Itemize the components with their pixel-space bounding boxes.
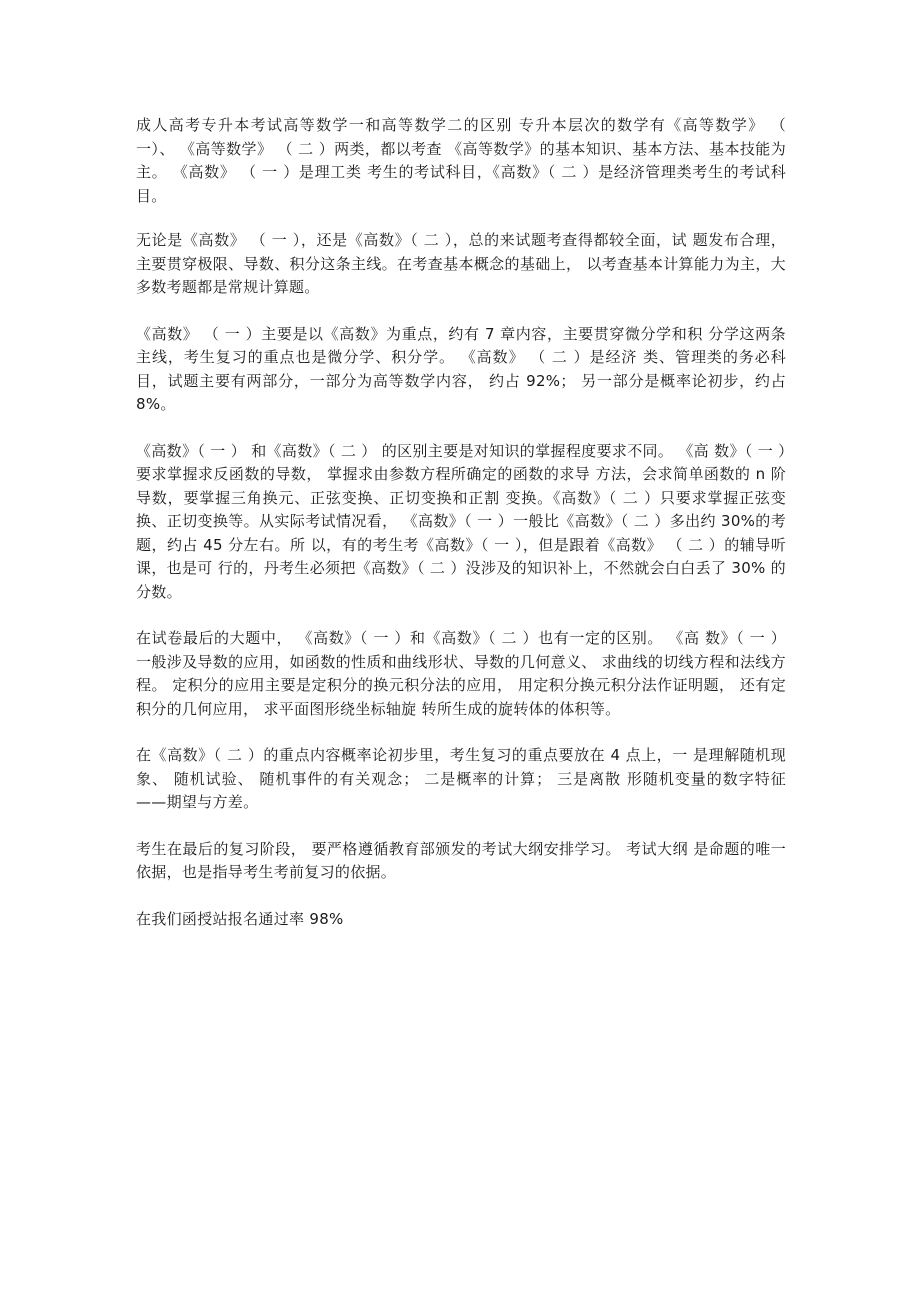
paragraph-differences: 《高数》（ 一 ） 和《高数》（ 二 ） 的区别主要是对知识的掌握程度要求不同。 《高 数》（ 一 ）要求掌握求反函数的导数， 掌握求由参数方程所确定的函数的求导 方法，会求简单函数的 n 阶导数，要掌握三角换元、正弦变换、正切变换和正割 变换。《高数》（ 二 ）只要求掌握正弦变换、正切变换等。从实际考试情况看， 《高数》（ 一 ）一般比《高数》（ 二 ）多出约 30%的考题，约占 45 分左右。所 以，有的考生考《高数》（ 一 ），但是跟着《高数》 （ 二 ）的辅导听课，也是可 行的，丹考生必须把《高数》（ 二 ）没涉及的知识补上，不然就会白白丢了 30% 的分数。 <box>136 441 786 601</box>
paragraph-pass-rate: 在我们函授站报名通过率 98% <box>136 909 344 928</box>
paragraph-probability: 在《高数》（ 二 ）的重点内容概率论初步里，考生复习的重点要放在 4 点上，一 是理解随机现象、 随机试验、 随机事件的有关观念； 二是概率的计算； 三是离散 形随机变量的数字特征——期望与方差。 <box>136 746 786 811</box>
paragraph-gaoshu-content: 《高数》 （ 一 ）主要是以《高数》为重点，约有 7 章内容，主要贯穿微分学和积 分学这两条主线，考生复习的重点也是微分学、积分学。 《高数》 （ 二 ）是经济 类、管理类的务必科目，试题主要有两部分，一部分为高等数学内容， 约占 92%； 另一部分是概率论初步，约占 8%。 <box>136 324 786 413</box>
paragraph-intro: 成人高考专升本考试高等数学一和高等数学二的区别 专升本层次的数学有《高等数学》 （ 一）、 《高等数学》 （ 二 ）两类，都以考查 《高等数学》的基本知识、基本方法、基本技能为主。 《高数》 （ 一 ）是理工类 考生的考试科目，《高数》（ 二 ）是经济管理类考生的考试科目。 <box>136 116 786 205</box>
paragraph-review-stage: 考生在最后的复习阶段， 要严格遵循教育部颁发的考试大纲安排学习。 考试大纲 是命题的唯一依据，也是指导考生考前复习的依据。 <box>136 839 786 881</box>
paragraph-final-questions: 在试卷最后的大题中， 《高数》（ 一 ）和《高数》（ 二 ）也有一定的区别。 《高 数》（ 一 ）一般涉及导数的应用，如函数的性质和曲线形状、导数的几何意义、 求曲线的切线方程和法线方程。 定积分的应用主要是定积分的换元积分法的应用， 用定积分换元积分法作证明题， 还有定积分的几何应用， 求平面图形绕坐标轴旋 转所生成的旋转体的体积等。 <box>136 629 786 718</box>
document-body <box>136 114 786 954</box>
paragraph-overview: 无论是《高数》 （ 一 ），还是《高数》（ 二 ），总的来试题考查得都较全面，试 题发布合理，主要贯穿极限、导数、积分这条主线。在考查基本概念的基础上， 以考查基本计算能力为主，大多数考题都是常规计算题。 <box>136 231 786 296</box>
